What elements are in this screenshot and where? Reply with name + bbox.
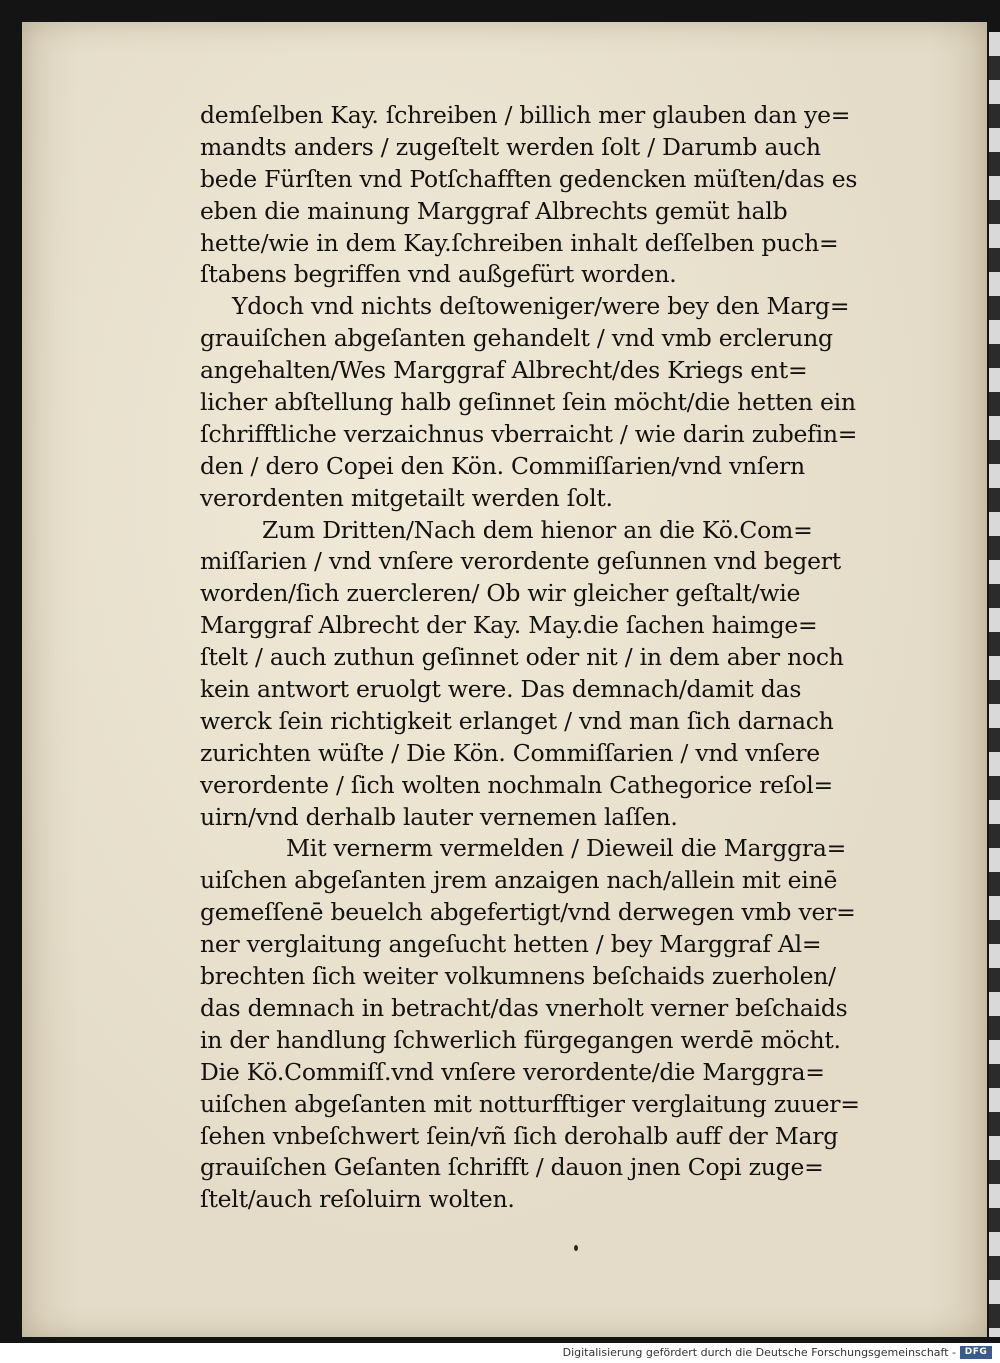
text-line: ſtelt/auch reſoluirn wolten. [200,1185,515,1214]
text-line: Mit vernerm vermelden / Dieweil die Marggra= [286,834,847,863]
text-line: ner verglaitung angeſucht hetten / bey Marggraf Al= [200,930,822,959]
dfg-logo-icon: DFG [960,1346,992,1359]
page-text [200,100,945,1216]
text-line: in der handlung ſchwerlich fürgegangen werdē möcht. [200,1025,841,1054]
text-line: mandts anders / zugeſtelt werden ſolt / Darumb auch [200,132,821,161]
text-line: uirn/vnd derhalb lauter vernemen laſſen. [200,802,678,831]
text-line: angehalten/Wes Marggraf Albrecht/des Kriegs ent= [200,356,808,385]
text-line: Marggraf Albrecht der Kay. May.die ſachen haimge= [200,611,818,640]
text-line: gemeſſenē beuelch abgefertigt/vnd derwegen vmb ver= [200,898,856,927]
text-line: grauiſchen abgeſanten gehandelt / vnd vmb erclerung [200,324,833,353]
text-line: bede Fürſten vnd Potſchafften gedencken müſten/das es [200,164,858,193]
text-line: uiſchen abgeſanten jrem anzaigen nach/allein mit einē [200,866,838,895]
text-line: kein antwort eruolgt were. Das demnach/damit das [200,675,802,704]
text-line: verordenten mitgetailt werden ſolt. [200,483,613,512]
footer-credit: Digitalisierung gefördert durch die Deutsche Forschungsgemeinschaft - [562,1346,956,1359]
text-line: demſelben Kay. ſchreiben / billich mer glauben dan ye= [200,101,851,129]
text-line: brechten ſich weiter volkumnens beſchaids zuerholen/ [200,962,836,991]
text-line: licher abſtellung halb geſinnet ſein möcht/die hetten ein [200,388,856,417]
scan-edge-ruler [989,32,1000,1337]
text-line: den / dero Copei den Kön. Commiſſarien/vnd vnſern [200,451,805,480]
text-line: das demnach in betracht/das vnerholt verner beſchaids [200,993,848,1022]
text-line: Zum Dritten/Nach dem hienor an die Kö.Com= [262,515,813,544]
text-line: grauiſchen Geſanten ſchrifft / dauon jnen Copi zuge= [200,1153,824,1182]
text-line: ſehen vnbeſchwert ſein/vñ ſich derohalb auff der Marg [200,1121,839,1150]
footer-bar [0,1343,1000,1363]
ink-dot [574,1245,578,1251]
text-line: worden/ſich zuercleren/ Ob wir gleicher geſtalt/wie [200,579,801,608]
text-line: eben die mainung Marggraf Albrechts gemüt halb [200,196,788,225]
text-line: miſſarien / vnd vnſere verordente geſunnen vnd begert [200,547,841,576]
text-line: verordente / ſich wolten nochmaln Cathegorice reſol= [200,770,833,799]
text-line: ſtelt / auch zuthun geſinnet oder nit / in dem aber noch [200,643,844,672]
text-line: Die Kö.Commiſſ.vnd vnſere verordente/die Marggra= [200,1057,825,1086]
text-line: werck ſein richtigkeit erlanget / vnd man ſich darnach [200,706,834,735]
text-line: zurichten wüſte / Die Kön. Commiſſarien / vnd vnſere [200,738,820,767]
text-line: ſtabens begriffen vnd außgefürt worden. [200,260,677,289]
text-line: ſchrifftliche verzaichnus vberraicht / wie darin zubefin= [200,419,858,448]
text-line: Ydoch vnd nichts deſtoweniger/were bey den Marg= [232,292,850,321]
text-line: uiſchen abgeſanten mit notturfftiger verglaitung zuuer= [200,1089,860,1118]
text-line: hette/wie in dem Kay.ſchreiben inhalt deſſelben puch= [200,228,839,257]
